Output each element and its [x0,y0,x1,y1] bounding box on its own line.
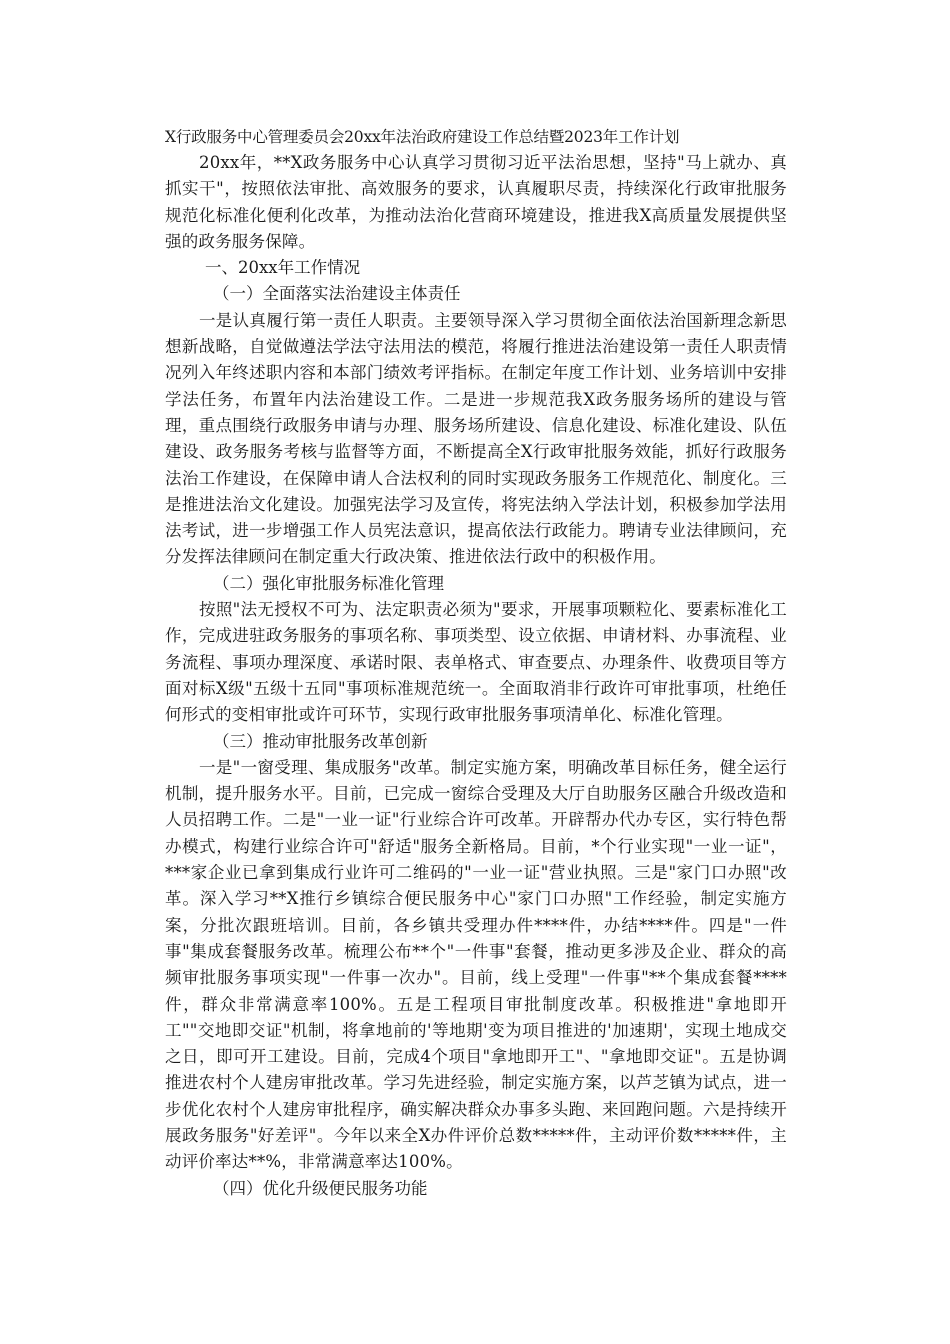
section-heading-work-status: 一、20xx年工作情况 [205,258,361,278]
subsection-1-paragraph: 一是认真履行第一责任人职责。主要领导深入学习贯彻全面依法治国新理念新思想新战略，自觉做遵法学法守法用法的模范，将履行推进法治建设第一责任人职责情况列入年终述职内容和本部门绩效考评指标。在制定年度工作计划、业务培训中安排学法任务，布置年内法治建设工作。二是进一步规范我X政务服务场所的建设与管理，重点围绕行政服务申请与办理、服务场所建设、信息化建设、标准化建设、队伍建设、政务服务考核与监督等方面，不断提高全X行政审批服务效能，抓好行政服务法治工作建设，在保障申请人合法权利的同时实现政务服务工作规范化、制度化。三是推进法治文化建设。加强宪法学习及宣传，将宪法纳入学法计划，积极参加学法用法考试，进一步增强工作人员宪法意识，提高依法行政能力。聘请专业法律顾问，充分发挥法律顾问在制定重大行政决策、推进依法行政中的积极作用。 [165,310,787,567]
subsection-heading-3: （三）推动审批服务改革创新 [213,731,428,751]
subsection-2-paragraph: 按照"法无授权不可为、法定职责必须为"要求，开展事项颗粒化、要素标准化工作，完成进驻政务服务的事项名称、事项类型、设立依据、申请材料、办事流程、业务流程、事项办理深度、承诺时限、表单格式、审查要点、办理条件、收费项目等方面对标X级"五级十五同"事项标准规范统一。全面取消非行政许可审批事项，杜绝任何形式的变相审批或许可环节，实现行政审批服务事项清单化、标准化管理。 [165,600,787,725]
intro-paragraph: 20xx年，**X政务服务中心认真学习贯彻习近平法治思想，坚持"马上就办、真抓实干"，按照依法审批、高效服务的要求，认真履职尽责，持续深化行政审批服务规范化标准化便利化改革，为推动法治化营商环境建设，推进我X高质量发展提供坚强的政务服务保障。 [165,153,787,251]
document-title: X行政服务中心管理委员会20xx年法治政府建设工作总结暨2023年工作计划 [165,128,680,146]
subsection-heading-4: （四）优化升级便民服务功能 [213,1178,428,1198]
subsection-heading-1: （一）全面落实法治建设主体责任 [213,284,461,304]
document-page [165,124,787,1202]
subsection-heading-2: （二）强化审批服务标准化管理 [213,573,444,593]
subsection-3-paragraph: 一是"一窗受理、集成服务"改革。制定实施方案，明确改革目标任务，健全运行机制，提升服务水平。目前，已完成一窗综合受理及大厅自助服务区融合升级改造和人员招聘工作。二是"一业一证"行业综合许可改革。开辟帮办代办专区，实行特色帮办模式，构建行业综合许可"舒适"服务全新格局。目前，*个行业实现"一业一证"，***家企业已拿到集成行业许可二维码的"一业一证"营业执照。三是"家门口办照"改革。深入学习**X推行乡镇综合便民服务中心"家门口办照"工作经验，制定实施方案，分批次跟班培训。目前，各乡镇共受理办件****件，办结****件。四是"一件事"集成套餐服务改革。梳理公布**个"一件事"套餐，推动更多涉及企业、群众的高频审批服务事项实现"一件事一次办"。目前，线上受理"一件事"**个集成套餐****件，群众非常满意率100%。五是工程项目审批制度改革。积极推进"拿地即开工""交地即交证"机制，将拿地前的'等地期'变为项目推进的'加速期'，实现土地成交之日，即可开工建设。目前，完成4个项目"拿地即开工"、"拿地即交证"。五是协调推进农村个人建房审批改革。学习先进经验，制定实施方案，以芦芝镇为试点，进一步优化农村个人建房审批程序，确实解决群众办事多头跑、来回跑问题。六是持续开展政务服务"好差评"。今年以来全X办件评价总数*****件，主动评价数*****件，主动评价率达**%，非常满意率达100%。 [165,757,787,1172]
